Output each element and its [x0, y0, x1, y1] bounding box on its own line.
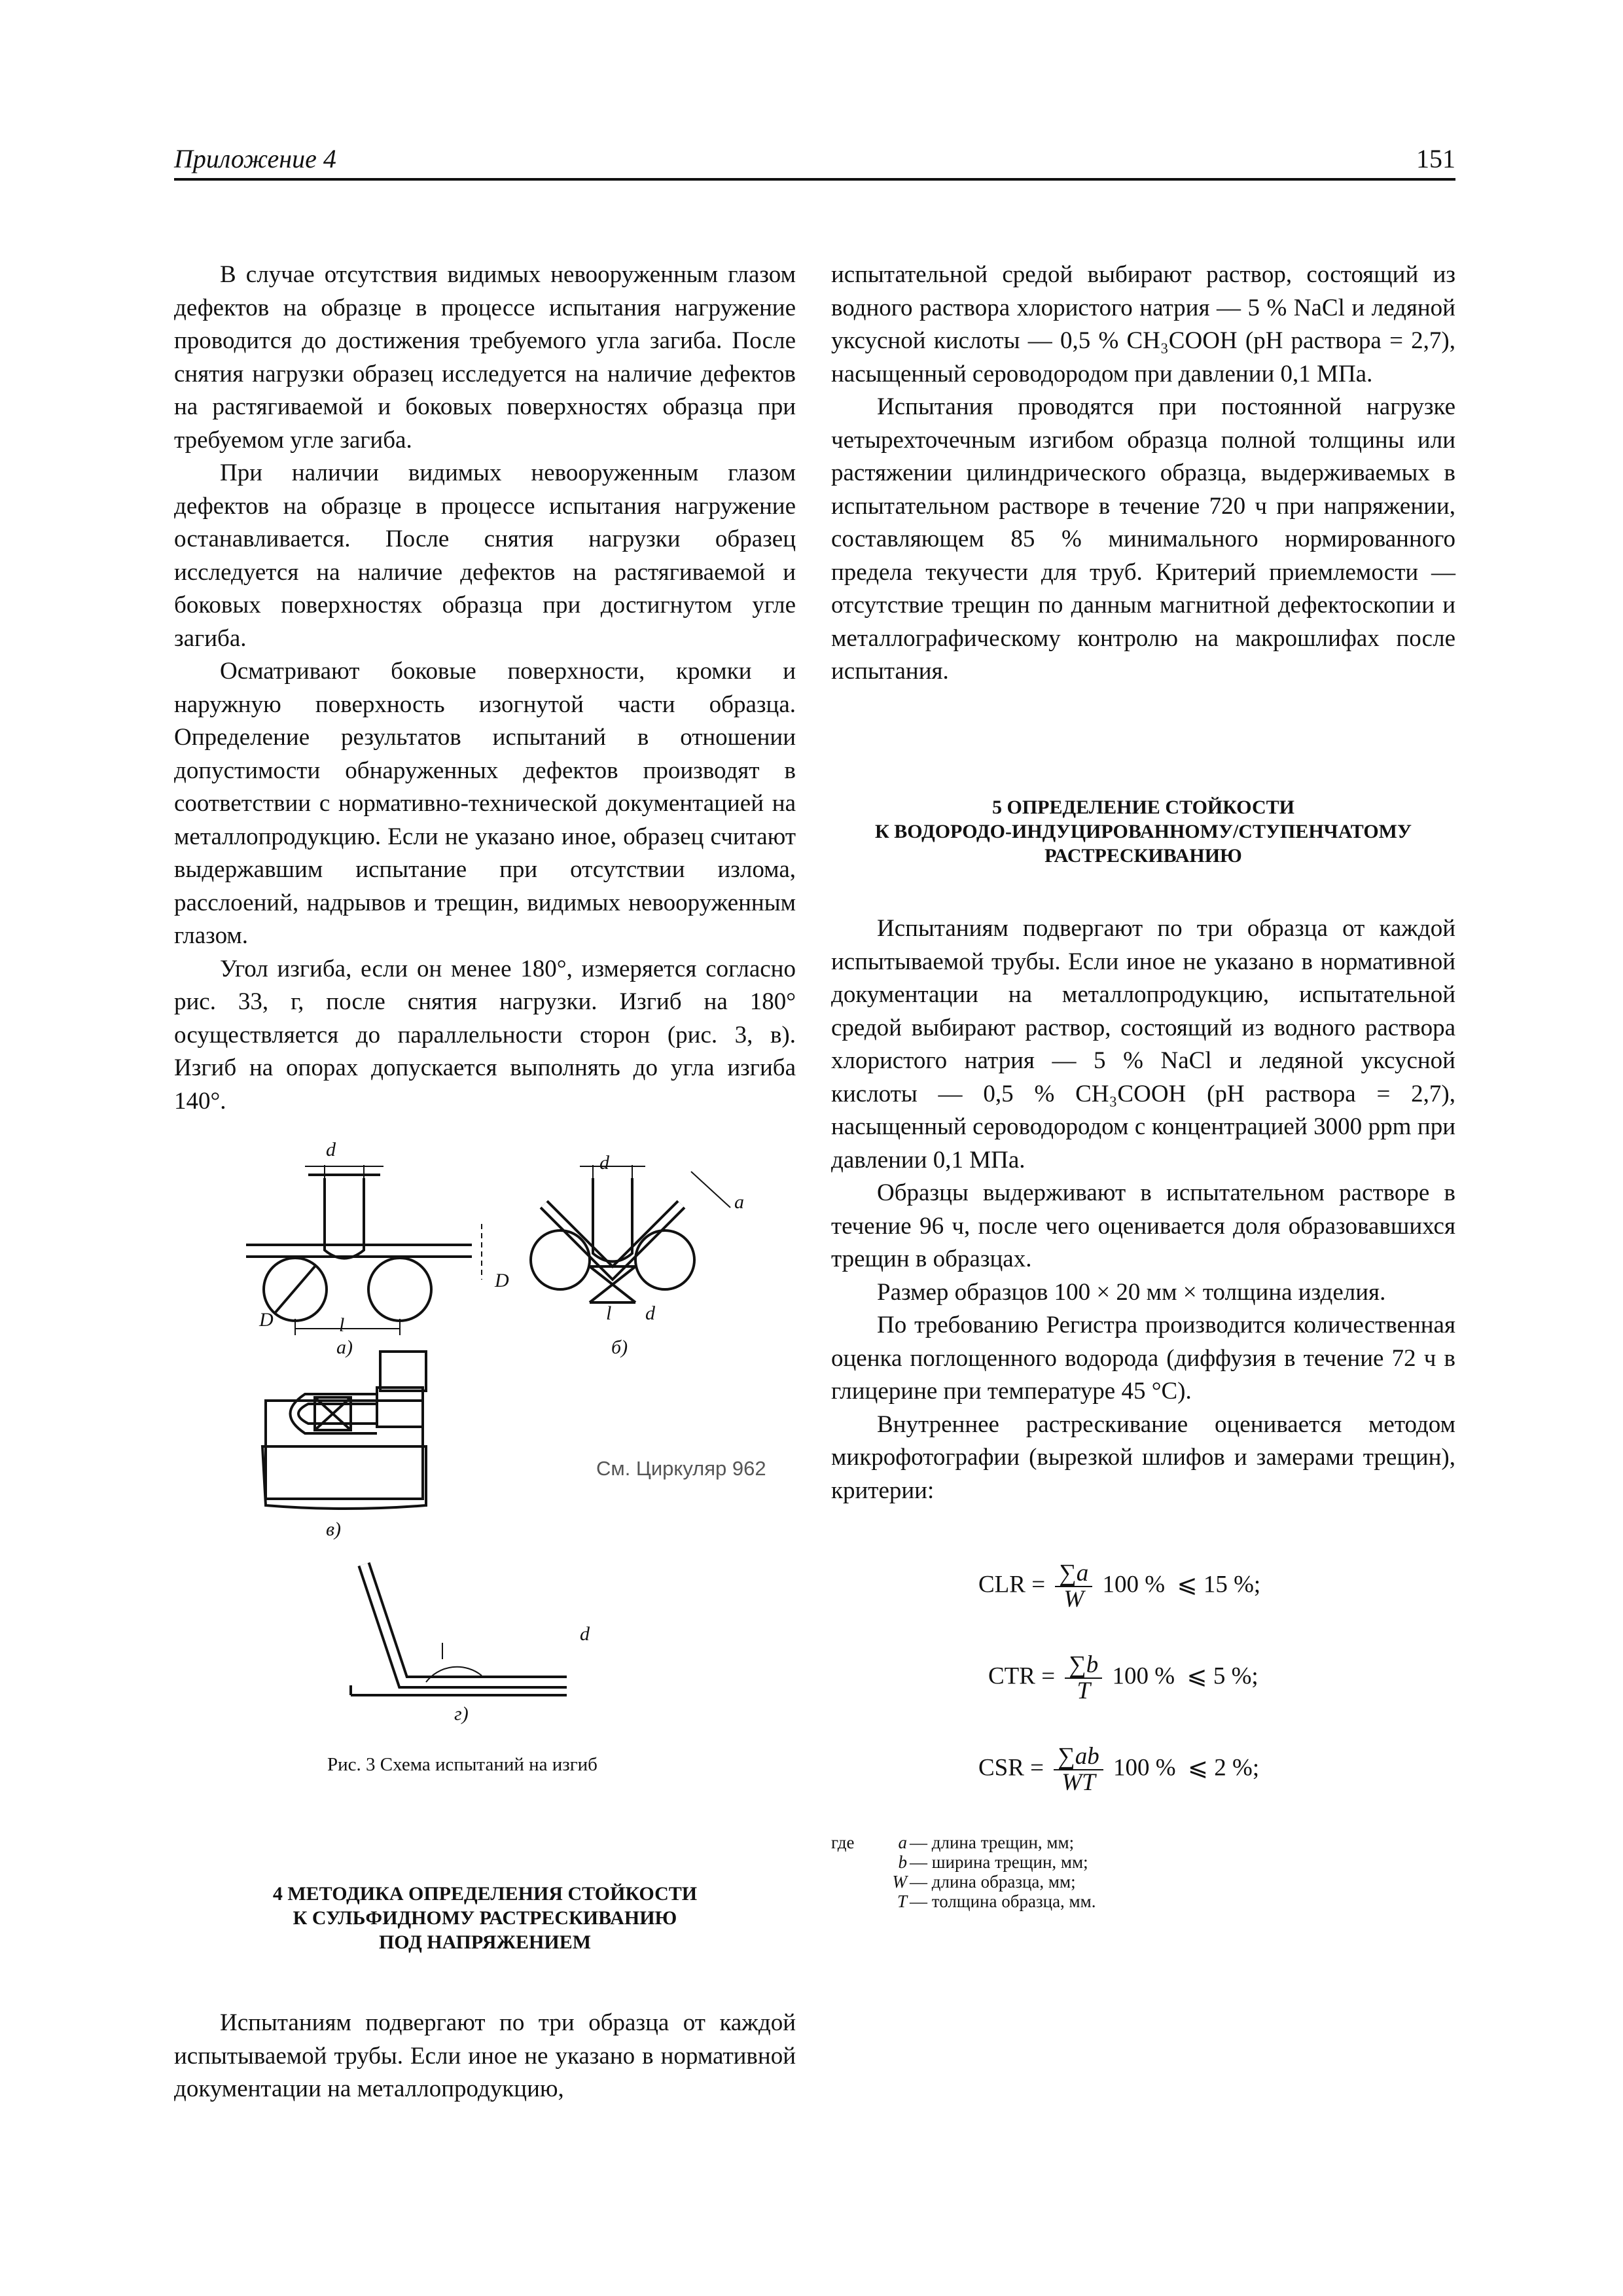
- formula-fraction: [1054, 1744, 1103, 1795]
- formula-denominator: W: [1063, 1586, 1084, 1613]
- scheme-b-label: б): [611, 1336, 628, 1358]
- scheme-b: [531, 1165, 730, 1302]
- dim-D-label: D: [259, 1309, 274, 1331]
- section-4-title-line: ПОД НАПРЯЖЕНИЕМ: [378, 1931, 592, 1953]
- legend-text: — длина трещин, мм;: [910, 1833, 1075, 1852]
- legend-symbol: a: [898, 1833, 907, 1852]
- paragraph: Осматривают боковые поверхности, кромки и наружную поверхность изогнутой части образца. Определение результатов испытаний в отношении допустимости обнаруженных дефектов производят в соответствии с нормативно-технической документацией на металлопродукцию. Если не указано иное, образец считают выдержавшим испытание при отсутствии излома, расслоений, надрывов и трещин, видимых невооруженным глазом.: [174, 658, 796, 949]
- legend-symbol: T: [897, 1892, 907, 1911]
- legend-text: — длина образца, мм;: [910, 1872, 1076, 1892]
- right-column-top: [831, 259, 1455, 689]
- formula-factor: 100 %: [1113, 1754, 1176, 1782]
- legend-symbol: b: [898, 1852, 907, 1872]
- formula-limit: 2 %;: [1214, 1754, 1260, 1782]
- paragraph: испытательной средой выбирают раствор, состоящий из водного раствора хлористого натрия — 5 % NaCl и ледяной уксусной кислоты — 0,5 % CH₃COOH (pH раствора = 2,7), насыщенный сероводородом при давлении 0,1 МПа.: [831, 261, 1455, 387]
- formula-limit: 15 %;: [1203, 1571, 1261, 1598]
- formula-relation: ⩽: [1177, 1571, 1198, 1598]
- formula-csr: [978, 1744, 1259, 1795]
- circular-note: См. Циркуляр 962: [596, 1457, 766, 1480]
- formula-fraction: [1055, 1561, 1092, 1612]
- paragraph: При наличии видимых невооруженным глазом дефектов на образце в процессе испытания нагружение останавливается. После снятия нагрузки образец исследуется на наличие дефектов на растягиваемой и боковых поверхностях образца при достигнутом угле загиба.: [174, 459, 796, 652]
- paragraph: Внутреннее растрескивание оценивается методом микрофотографии (вырезкой шлифов и замерами трещин), критерии:: [831, 1410, 1455, 1504]
- dim-d-label: d: [645, 1302, 655, 1324]
- legend-text: — ширина трещин, мм;: [910, 1852, 1088, 1872]
- dim-d-label: d: [326, 1139, 336, 1160]
- section-5-title-line: 5 ОПРЕДЕЛЕНИЕ СТОЙКОСТИ: [992, 797, 1294, 818]
- formula-factor: 100 %: [1112, 1662, 1175, 1690]
- formula-ctr: [988, 1653, 1258, 1704]
- scheme-g-label: г): [454, 1703, 469, 1725]
- dim-D-label: D: [495, 1270, 509, 1291]
- paragraph: Испытания проводятся при постоянной нагрузке четырехточечным изгибом образца полной толщины или растяжении цилиндрического образца, выдерживаемых в испытательном растворе в течение 720 ч при напряжении, составляющем 85 % минимального нормированного предела текучести для труб. Критерий приемлемости — отсутствие трещин по данным магнитной дефектоскопии и металлографическому контролю на макрошлифах после испытания.: [831, 393, 1455, 685]
- dim-d-label: d: [599, 1152, 609, 1174]
- running-title: Приложение 4: [174, 144, 336, 173]
- section-5-title-line: К ВОДОРОДО-ИНДУЦИРОВАННОМУ/СТУПЕНЧАТОМУ: [874, 821, 1412, 842]
- bend-test-figure: [174, 1139, 796, 1793]
- formula-numerator: ∑ab: [1054, 1744, 1103, 1770]
- scheme-v-label: в): [326, 1518, 342, 1540]
- section-5-title-line: РАСТРЕСКИВАНИЮ: [1044, 845, 1242, 867]
- dim-l-label: l: [606, 1302, 612, 1324]
- formula-denominator: T: [1077, 1677, 1091, 1704]
- section-4: [174, 1882, 796, 2106]
- scheme-a-label: а): [336, 1336, 353, 1358]
- section-5: [831, 795, 1455, 1507]
- legend-text: — толщина образца, мм.: [910, 1892, 1096, 1911]
- formula-limit: 5 %;: [1213, 1662, 1258, 1690]
- legend-row: [831, 1833, 1096, 1852]
- formula-numerator: ∑a: [1055, 1561, 1092, 1587]
- paragraph: Образцы выдерживают в испытательном растворе в течение 96 ч, после чего оценивается доля образовавшихся трещин в образцах.: [831, 1179, 1455, 1272]
- formula-relation: ⩽: [1188, 1754, 1209, 1782]
- left-column-top: [174, 259, 796, 1118]
- section-4-title-line: 4 МЕТОДИКА ОПРЕДЕЛЕНИЯ СТОЙКОСТИ: [272, 1883, 698, 1905]
- dim-d-label: d: [580, 1623, 590, 1645]
- legend-row: [831, 1892, 1096, 1911]
- paragraph: По требованию Регистра производится количественная оценка поглощенного водорода (диффузия в течение 72 ч в глицерине при температуре 45 °C).: [831, 1312, 1455, 1405]
- legend-row: [831, 1872, 1096, 1892]
- paragraph: Угол изгиба, если он менее 180°, измеряется согласно рис. 33, г, после снятия нагрузки. Изгиб на 180° осуществляется до параллельности сторон (рис. 3, в). Изгиб на опорах допускается выполнять до угла изгиба 140°.: [174, 955, 796, 1115]
- formula-lhs: CSR =: [978, 1754, 1044, 1782]
- legend-symbol: W: [892, 1872, 907, 1892]
- formula-relation: ⩽: [1186, 1662, 1207, 1690]
- formula-lhs: CLR =: [978, 1571, 1046, 1598]
- legend-lead: где: [831, 1833, 855, 1852]
- formula-legend: [831, 1833, 1096, 1911]
- formula-lhs: CTR =: [988, 1662, 1056, 1690]
- page-number: 151: [1416, 144, 1455, 173]
- formula-numerator: ∑b: [1065, 1653, 1102, 1679]
- paragraph: В случае отсутствия видимых невооруженным глазом дефектов на образце в процессе испытания нагружение проводится до достижения требуемого угла загиба. После снятия нагрузки образец исследуется на наличие дефектов на растягиваемой и боковых поверхностях образца при требуемом угле загиба.: [174, 261, 796, 454]
- dim-l-label: l: [339, 1314, 345, 1336]
- formula-fraction: [1065, 1653, 1102, 1704]
- formula-factor: 100 %: [1102, 1571, 1166, 1598]
- legend-row: [831, 1852, 1096, 1872]
- paragraph: Размер образцов 100 × 20 мм × толщина изделия.: [877, 1278, 1386, 1306]
- paragraph: Испытаниям подвергают по три образца от каждой испытываемой трубы. Если иное не указано в нормативной документации на металлопродукцию, испытательной средой выбирают раствор, состоящий из водного раствора хлористого натрия — 5 % NaCl и ледяной уксусной кислоты — 0,5 % CH₃COOH (pH раствора = 2,7), насыщенный сероводородом с концентрацией 3000 ppm при давлении 0,1 МПа.: [831, 915, 1455, 1174]
- formula-clr: [978, 1561, 1260, 1612]
- figure-caption: Рис. 3 Схема испытаний на изгиб: [327, 1754, 597, 1775]
- formula-denominator: WT: [1061, 1769, 1096, 1796]
- scheme-g: [351, 1564, 567, 1695]
- scheme-v: [262, 1352, 426, 1509]
- running-header: [174, 145, 1455, 181]
- scheme-a: [246, 1165, 482, 1335]
- paragraph: Испытаниям подвергают по три образца от каждой испытываемой трубы. Если иное не указано в нормативной документации на металлопродукцию,: [174, 2009, 796, 2102]
- dim-a-label: a: [734, 1191, 744, 1213]
- section-4-title-line: К СУЛЬФИДНОМУ РАСТРЕСКИВАНИЮ: [293, 1907, 677, 1929]
